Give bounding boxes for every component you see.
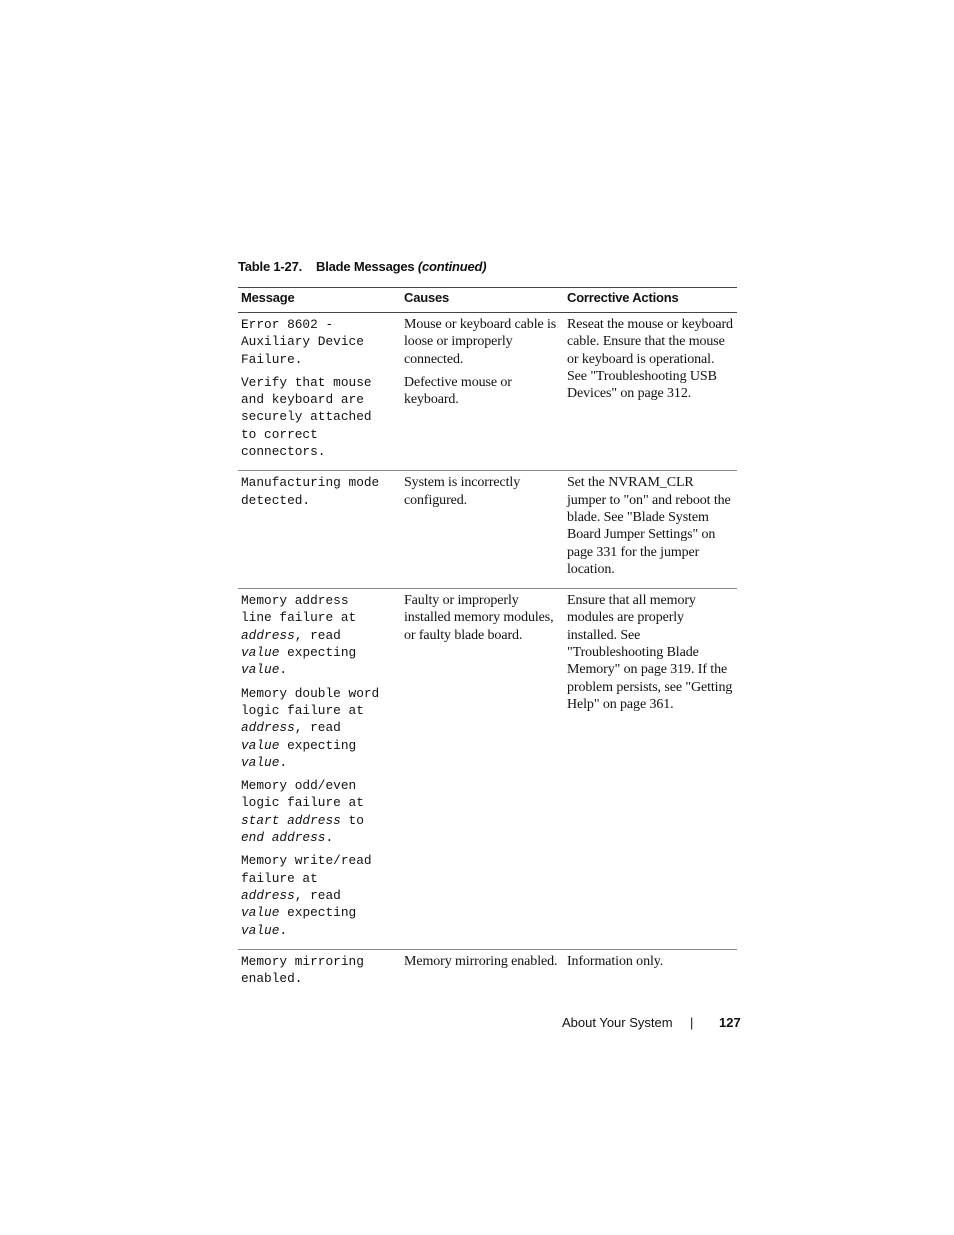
cause-text: Defective mouse or keyboard.: [404, 374, 512, 408]
causes-cell: [401, 949, 564, 997]
causes-cell: [401, 589, 564, 950]
message-variable: value: [241, 662, 280, 678]
corrective-action-text: Information only.: [567, 953, 664, 969]
message-text: Memory double word logic failure at: [241, 685, 380, 718]
cause-text: Memory mirroring enabled.: [404, 953, 558, 969]
message-variable: value: [241, 737, 280, 753]
message-text: , read: [294, 720, 341, 736]
message-text: to: [348, 812, 364, 828]
message-text: expecting: [287, 905, 357, 921]
message-cell: [238, 949, 401, 997]
header-corrective-actions: Corrective Actions: [564, 288, 737, 313]
corrective-action-cell: [564, 949, 737, 997]
message-variable: address: [241, 627, 295, 643]
message-text: Verify that mouse and keyboard are securely attached to correct connectors.: [241, 374, 372, 460]
error-message: [241, 777, 398, 846]
corrective-action-text: Reseat the mouse or keyboard cable. Ensure that the mouse or keyboard is operational. See "Troubleshooting USB Devices" on page 312.: [567, 317, 733, 402]
error-message: [241, 685, 398, 771]
message-text: , read: [294, 627, 341, 643]
cause-text: Faulty or improperly installed memory modules, or faulty blade board.: [404, 593, 554, 643]
message-text: Memory write/read failure at: [241, 853, 372, 886]
table-continued: (continued): [417, 259, 487, 274]
message-variable: value: [241, 922, 280, 938]
corrective-action-text: Set the NVRAM_CLR jumper to "on" and reboot the blade. See "Blade System Board Jumper Settings" on page 331 for the jumper location.: [567, 475, 731, 577]
header-message: Message: [238, 288, 401, 313]
error-message: [241, 474, 398, 509]
table-caption: [238, 259, 486, 274]
table-row: [238, 589, 737, 950]
error-message: [241, 852, 398, 938]
table-number: Table 1-27.: [238, 259, 303, 274]
cause-text: Mouse or keyboard cable is loose or improperly connected.: [404, 317, 557, 367]
message-text: .: [279, 754, 288, 770]
error-message: [241, 592, 398, 678]
message-variable: value: [241, 645, 280, 661]
corrective-action-cell: [564, 589, 737, 950]
causes-cell: [401, 313, 564, 471]
message-cell: [238, 589, 401, 950]
message-variable: start address: [241, 812, 341, 828]
header-causes: Causes: [401, 288, 564, 313]
table-title: Blade Messages: [316, 259, 415, 274]
table-row: [238, 313, 737, 471]
message-variable: end address: [241, 830, 326, 846]
message-text: expecting: [287, 645, 357, 661]
corrective-action-cell: [564, 313, 737, 471]
message-text: Memory mirroring enabled.: [241, 953, 364, 987]
error-message: [241, 374, 398, 460]
message-variable: value: [241, 754, 280, 770]
corrective-action-text: Ensure that all memory modules are properly installed. See "Troubleshooting Blade Memory" on page 319. If the problem persists, see "Getting Help" on page 361.: [567, 593, 733, 712]
error-message: [241, 316, 398, 368]
corrective-action-cell: [564, 471, 737, 589]
message-text: Error 8602 - Auxiliary Device Failure.: [241, 317, 364, 367]
message-cell: [238, 313, 401, 471]
message-variable: address: [241, 720, 295, 736]
message-text: .: [325, 830, 334, 846]
footer-separator: |: [690, 1015, 694, 1030]
message-variable: address: [241, 887, 295, 903]
message-text: Memory address line failure at: [241, 593, 357, 626]
table-header-row: [238, 288, 737, 313]
causes-cell: [401, 471, 564, 589]
message-text: .: [279, 922, 288, 938]
message-text: expecting: [287, 737, 357, 753]
error-message: [241, 953, 398, 988]
page-number: 127: [719, 1015, 741, 1030]
cause-text: System is incorrectly configured.: [404, 475, 521, 508]
footer-section-title: About Your System: [562, 1015, 673, 1030]
blade-messages-table: [238, 287, 737, 997]
table-row: [238, 949, 737, 997]
message-text: .: [279, 662, 288, 678]
message-cell: [238, 471, 401, 589]
message-variable: value: [241, 905, 280, 921]
message-text: Manufacturing mode detected.: [241, 475, 380, 508]
message-text: Memory odd/even logic failure at: [241, 778, 364, 811]
message-text: , read: [294, 887, 341, 903]
table-row: [238, 471, 737, 589]
